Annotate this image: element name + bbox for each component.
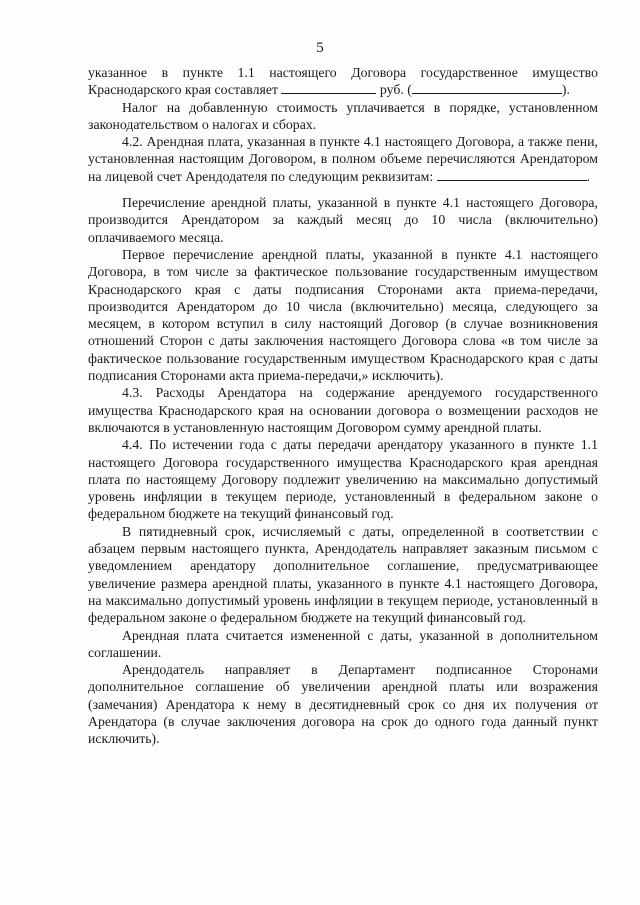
paragraph-rent-amount-currency: руб. ( <box>376 82 412 98</box>
paragraph-payment-schedule: Перечисление арендной платы, указанной в пункте 4.1 настоящего Договора, производится Арендатором за каждый месяц до 10 числа (включительно) оплачиваемого месяца. <box>88 195 598 245</box>
paragraph-4-2-end: . <box>586 168 591 184</box>
paragraph-4-2 <box>88 133 598 185</box>
paragraph-rent-amount-close: ). <box>561 82 570 98</box>
paragraph-rent-amount <box>88 64 598 99</box>
paragraph-4-3: 4.3. Расходы Арендатора на содержание арендуемого государственного имущества Краснодарского края на основании договора о возмещении расходов не включаются в установленную настоящим Договором сумму арендной платы. <box>88 385 598 435</box>
page-number: 5 <box>316 40 324 56</box>
paragraph-vat: Налог на добавленную стоимость уплачивается в порядке, установленном законодательством о налогах и сборах. <box>88 99 598 132</box>
paragraph-4-4: 4.4. По истечении года с даты передачи арендатору указанного в пункте 1.1 настоящего Договора государственного имущества Краснодарского края арендная плата по настоящему Договору подлежит увеличению на максимально допустимый уровень инфляции в текущем периоде, установленный в федеральном законе о федеральном бюджете на текущий финансовый год. <box>88 437 598 522</box>
paragraph-department: Арендодатель направляет в Департамент подписанное Сторонами дополнительное соглашение об увеличении арендной платы или возражения (замечания) Арендатора к нему в десятидневный срок со дня их получения от Арендатора (в случае заключения договора на срок до одного года данный пункт исключить). <box>88 662 598 747</box>
paragraph-five-day-term: В пятидневный срок, исчисляемый с даты, определенной в соответствии с абзацем первым настоящего пункта, Арендодатель направляет заказным письмом с уведомлением арендатору дополнительное соглашение, предусматривающее увеличение размера арендной платы, указанного в пункте 4.1 настоящего Договора, на максимально допустимый уровень инфляции в текущем периоде, установленный в федеральном законе о федеральном бюджете на текущий финансовый год. <box>88 523 598 626</box>
paragraph-rent-changed: Арендная плата считается измененной с даты, указанной в дополнительном соглашении. <box>88 627 598 660</box>
paragraph-rent-amount-text: указанное в пункте 1.1 настоящего Договора государственное имущество Краснодарского края составляет <box>88 65 598 98</box>
rent-amount-blank <box>281 82 376 94</box>
document-body <box>88 64 598 748</box>
bank-details-blank <box>437 169 587 181</box>
rent-amount-words-blank <box>412 82 562 94</box>
paragraph-first-payment: Первое перечисление арендной платы, указанной в пункте 4.1 настоящего Договора, в том числе за фактическое пользование государственным имуществом Краснодарского края с даты подписания Сторонами акта приема-передачи, производится Арендатором до 10 числа (включительно) месяца, следующего за месяцем, в котором вступил в силу настоящий Договор (в случае возникновения отношений Сторон с даты заключения настоящего Договора слова «в том числе за фактическое пользование государственным имуществом Краснодарского края с даты подписания Сторонами акта приема-передачи,» исключить). <box>88 246 598 384</box>
paragraph-4-2-text: 4.2. Арендная плата, указанная в пункте 4.1 настоящего Договора, а также пени, установленная настоящим Договором, в полном объеме перечисляются Арендатором на лицевой счет Арендодателя по следующим реквизитам: <box>88 134 598 184</box>
